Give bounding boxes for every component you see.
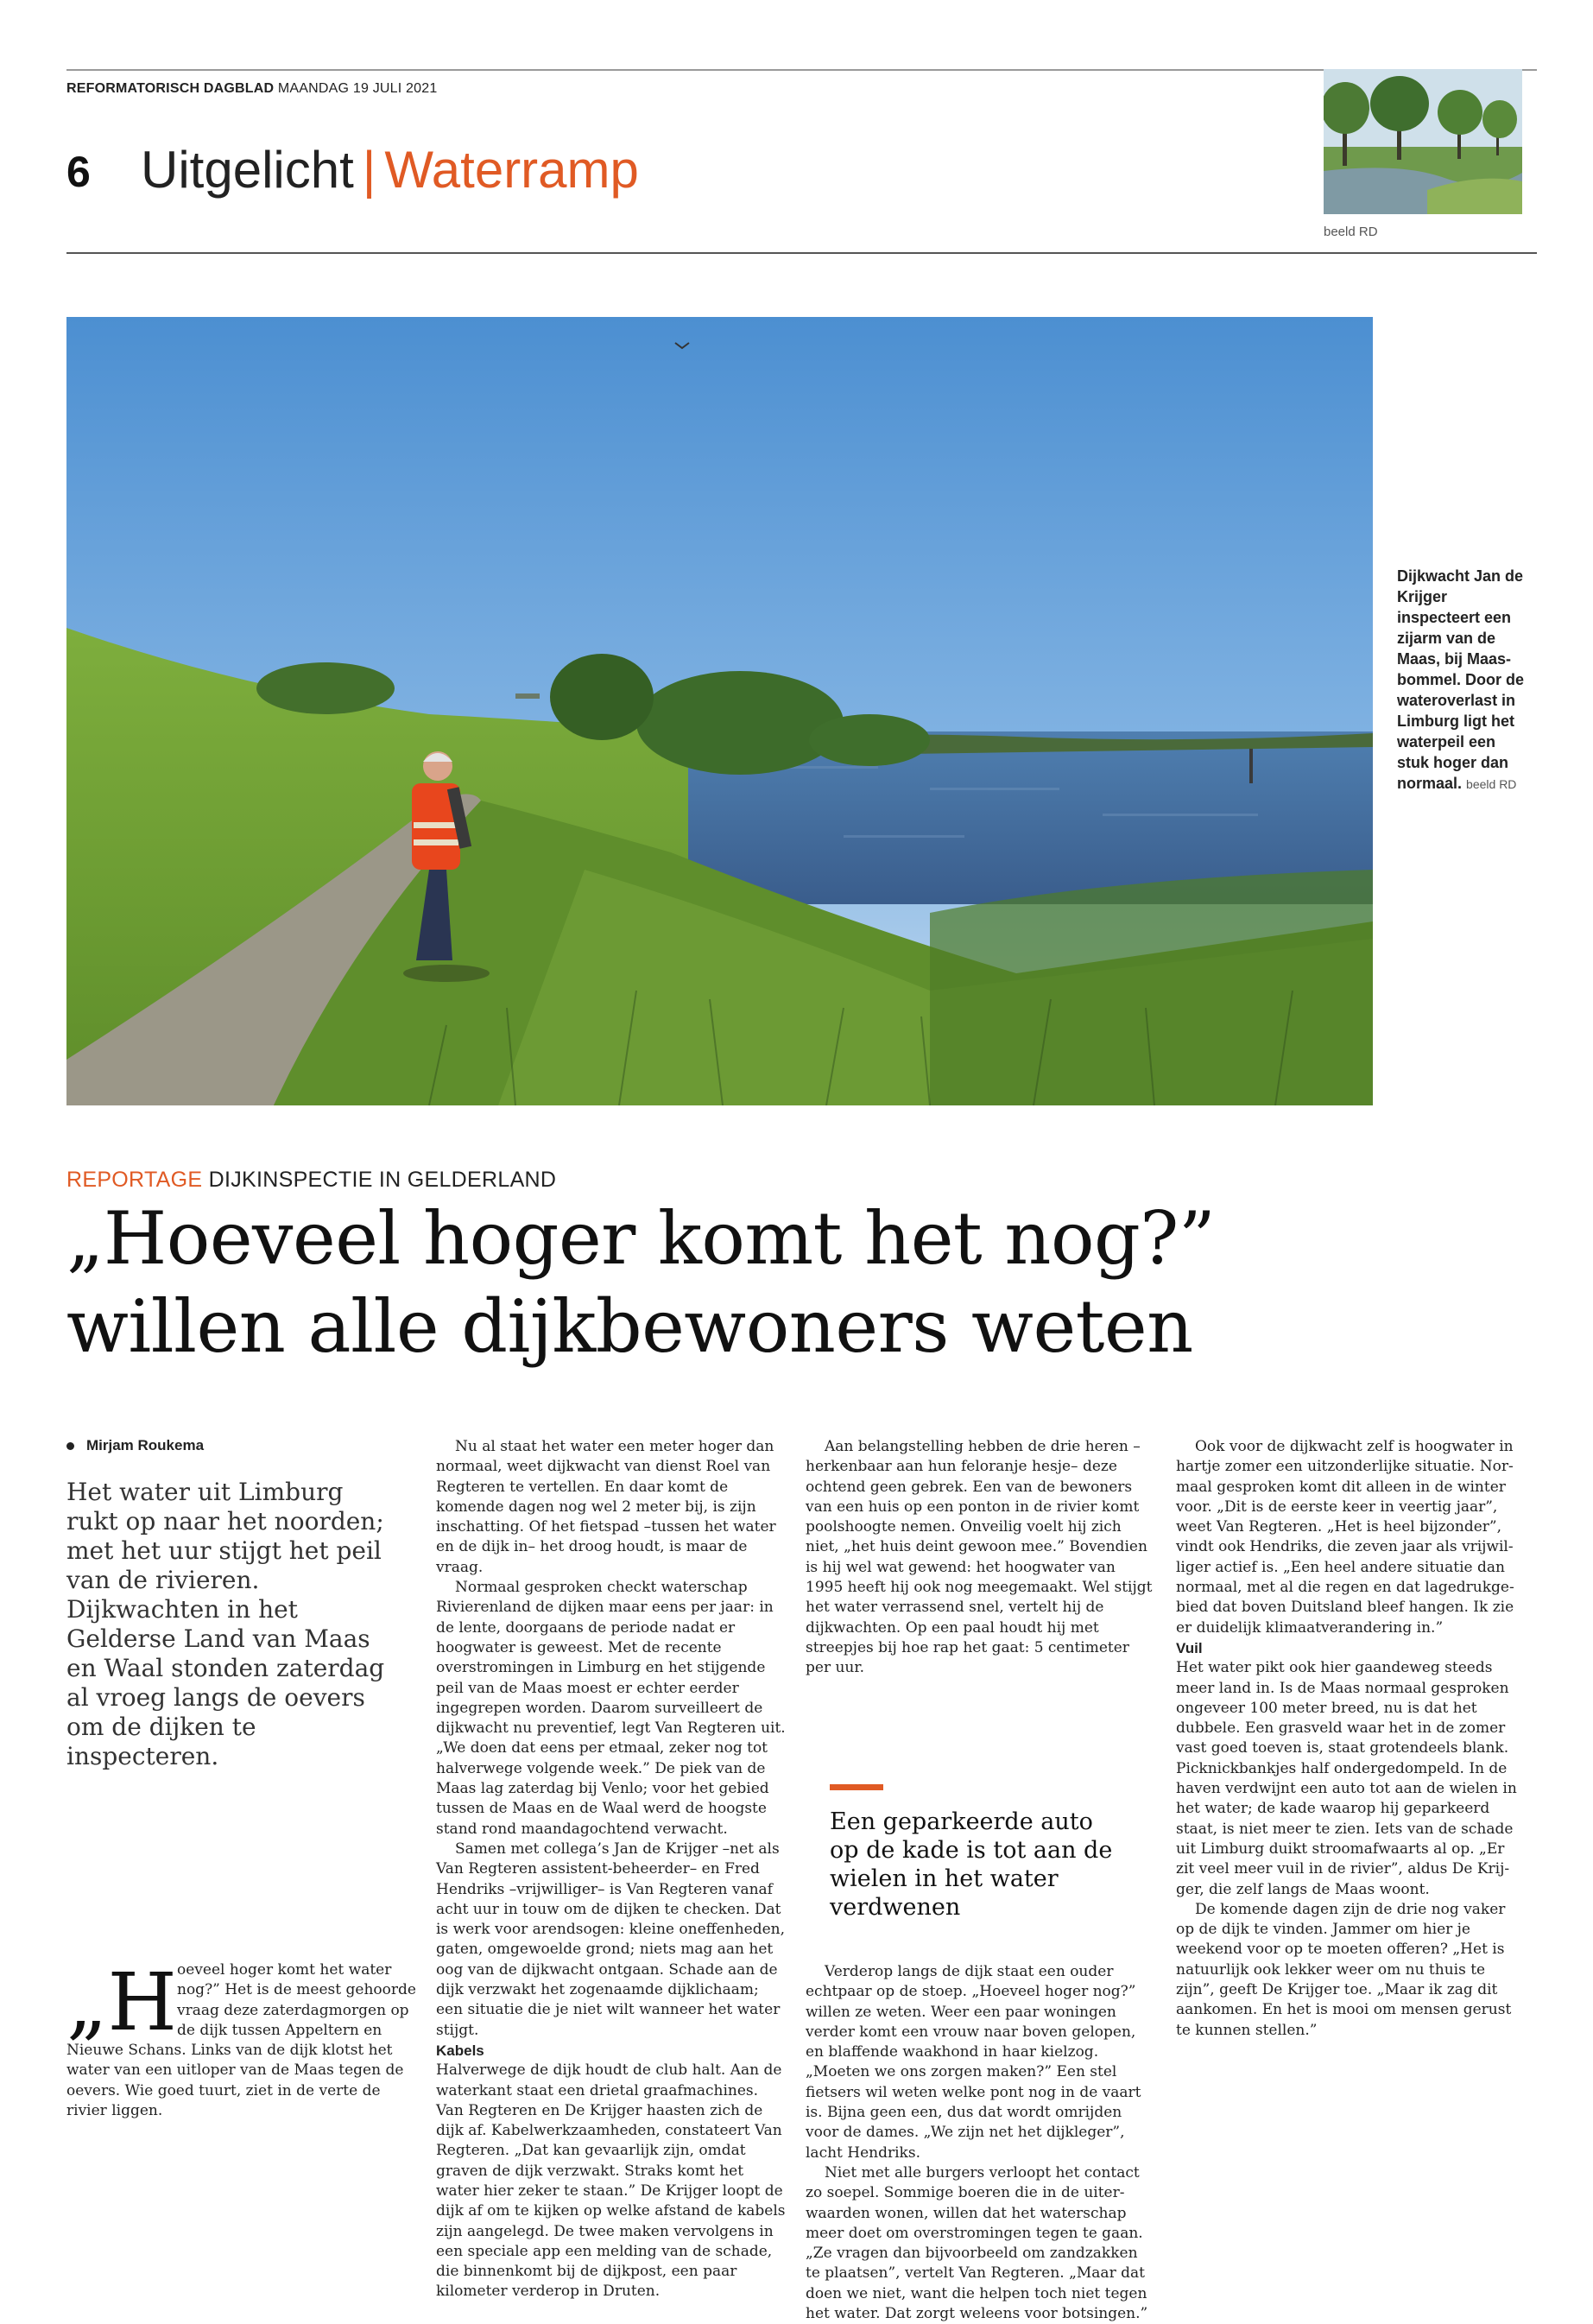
header-thumbnail-photo [1324, 69, 1522, 214]
masthead-date: MAANDAG 19 JULI 2021 [277, 81, 438, 96]
page-number: 6 [66, 148, 91, 196]
article-intro: Het water uit Limburg rukt op naar het noorden; met het uur stijgt het peil van de rivieren. Dijkwachten in het Gelderse Land van Maas en Waal stonden zaterdag al vroeg langs de oevers om de dijken te inspecteren. [66, 1478, 385, 1770]
article-column-4 [1176, 1437, 1526, 2041]
byline-author: Mirjam Roukema [86, 1437, 205, 1453]
masthead-paper: REFORMATORISCH DAGBLAD [66, 81, 275, 96]
paragraph: De komende dagen zijn de drie nog vaker op de dijk te vinden. Jammer om hier je weekend voor op te moeten offeren? „Het is natuurlijk ook lekker weer om nu thuis te zijn”, geeft De Krijger toe. „Maar ik zag dit aankomen. En het is mooi om mensen gerust te kunnen stellen.” [1176, 1900, 1512, 2039]
headline-line-1: „Hoeveel hoger komt het nog?” [66, 1196, 1216, 1281]
byline-bullet-icon [66, 1442, 74, 1450]
dropcap: „H [66, 1956, 177, 2049]
masthead [66, 81, 437, 97]
byline [66, 1437, 204, 1454]
kicker-topic: DIJKINSPECTIE IN GELDERLAND [208, 1168, 557, 1192]
section-separator: | [362, 141, 376, 199]
section-name: Uitgelicht [141, 141, 354, 199]
paragraph: Halverwege de dijk houdt de club halt. Aan de waterkant staat een drietal graafmachines. Van Regteren en De Krijger haasten zich de dijk af. Kabelwerkzaamheden, constateert Van Regteren. „Dat kan gevaarlijk zijn, omdat graven de dijk verzwakt. Straks komt het water hier zeker te staan.” De Krijger loopt de dijk af om te kijken op welke afstand de kabels zijn aangelegd. De twee maken vervolgens in een speciale app een melding van de schade, die binnenkomt bij de dijkpost, een paar kilometer verderop in Druten. [436, 2061, 786, 2301]
paragraph: Het water pikt ook hier gaandeweg steeds meer land in. Is de Maas normaal gesproken ongeveer 100 meter breed, nu is dat het dubbele. Een grasveld waar het in de zomer vast goed toeven is, staat grotendeels blank. Picknickbankjes half ondergedompeld. In de haven verdwijnt een auto tot aan de wielen in het water; de kade waarop hij geparkeerd staat, is niet meer te zien. Iets van de schade uit Limburg duikt stroomafwaarts al op. „Er zit veel meer vuil in de rivier”, aldus De Krijger, die zelf langs de Maas woont. [1176, 1659, 1517, 1898]
section-title [141, 140, 639, 199]
paragraph: Normaal gesproken checkt waterschap Rivierenland de dijken maar eens per jaar: in de lente, doorgaans de periode nadat er hoogwater is geweest. Met de recente overstromingen in Limburg en het stijgende peil van de Maas moest er echter eerder ingegrepen worden. Daarom surveilleert de dijkwacht nu preventief, legt Van Regteren uit. „We doen dat eens per etmaal, zeker nog tot halverwege volgende week.” De piek van de Maas lag zaterdag bij Venlo; voor het gebied tussen de Maas en de Waal werd de hoogste stand rond maandagochtend verwacht. [436, 1579, 786, 1838]
paragraph: Niet met alle burgers verloopt het contact zo soepel. Sommige boeren die in de uiterwaarden wonen, willen dat het waterschap meer doet om overstromingen tegen te gaan. „Ze vragen dan bijvoorbeeld om zandzakken te plaatsen”, vertelt Van Regteren. „Maar dat doen we niet, want die helpen toch niet tegen het water. Dat zorgt weleens voor botsingen.” [806, 2163, 1148, 2323]
header-rule [66, 252, 1537, 254]
paragraph-text: oeveel hoger komt het water nog?” Het is de meest gehoorde vraag deze zaterdagmorgen op de dijk tussen Appeltern en Nieuwe Schans. Links van de dijk klotst het water van een uitloper van de Maas tegen de oevers. Wie goed tuurt, ziet in de verte de rivier liggen. [66, 1961, 416, 2120]
photo-credit: beeld RD [1466, 777, 1517, 791]
paragraph: Verderop langs de dijk staat een ouder echtpaar op de stoep. „Hoeveel hoger nog?” willen ze weten. Weer een paar woningen verder komt een vrouw naar boven gelopen, en blaffende waakhond in haar kielzog. „Moeten we ons zorgen maken?” Een stel fietsers wil weten welke pont nog in de vaart is. Bijna geen een, dus dat wordt omrijden voor de dames. „We zijn net het dijkleger”, lacht Hendriks. [806, 1963, 1141, 2162]
paragraph: Ook voor de dijkwacht zelf is hoogwater in hartje zomer een uitzonderlijke situatie. Normaal gesproken komt dit alleen in de winter voor. „Dit is de eerste keer in veertig jaar”, weet Van Regteren. „Het is heel bijzonder”, vindt ook Hendriks, die zeven jaar als vrijwilliger actief is. „Een heel andere situatie dan normaal, met al die regen en dat lagedrukgebied dat boven Duitsland bleef hangen. Ik zie er duidelijk klimaatverandering in.” [1176, 1438, 1514, 1637]
headline [66, 1194, 1534, 1371]
article-kicker [66, 1168, 556, 1193]
section-topic: Waterramp [384, 141, 639, 199]
hero-photo [66, 317, 1373, 1105]
photo-caption-text: Dijkwacht Jan de Krijger inspecteert een zijarm van de Maas, bij Maas-bommel. Door de wateroverlast in Limburg ligt het waterpeil een stuk hoger dan normaal. [1397, 567, 1525, 792]
subheading: Vuil [1176, 1639, 1203, 1656]
paragraph: Nu al staat het water een meter hoger dan normaal, weet dijkwacht van dienst Roel van Regteren te vertellen. En daar komt de komende dagen nog wel 2 meter bij, is zijn inschatting. Of het fietspad –tussen het water en de dijk in– het droog houdt, is maar de vraag. [436, 1438, 776, 1576]
headline-line-2: willen alle dijkbewoners weten [66, 1284, 1193, 1369]
subheading: Kabels [436, 2042, 484, 2059]
photo-caption [1397, 566, 1527, 795]
masthead-rule [66, 69, 1537, 71]
pullquote-accent-bar [830, 1784, 883, 1790]
pullquote: Een geparkeerde auto op de kade is tot aan de wielen in het water verdwenen [830, 1808, 1113, 1921]
article-column-2 [436, 1437, 786, 2302]
kicker-genre: REPORTAGE [66, 1168, 203, 1192]
paragraph: Samen met collega’s Jan de Krijger –net als Van Regteren assistent-beheerder– en Fred Hendriks –vrijwilliger– is Van Regteren vanaf acht uur in touw om de dijken te checken. Dat is werk voor arendsogen: kleine oneffenheden, gaten, omgewoelde grond; niets mag aan het oog van de dijkwacht ontgaan. Schade aan de dijk verzwakt het zogenaamde dijklichaam; een situatie die je niet wilt wanneer het water stijgt. [436, 1840, 786, 2039]
article-column-3 [806, 1437, 1155, 1679]
thumbnail-credit: beeld RD [1324, 225, 1378, 239]
article-column-3-continued [806, 1962, 1155, 2324]
paragraph: Aan belangstelling hebben de drie heren –herkenbaar aan hun feloranje hesje– deze ochtend geen gebrek. Een van de bewoners van een huis op een ponton in de rivier komt poolshoogte nemen. Onveilig voelt hij zich niet, „het huis deint gewoon mee.” Bovendien is hij wel wat gewend: het hoogwater van 1995 heeft hij ook nog meegemaakt. Wel stijgt het water verrassend snel, vertelt hij de dijkwachten. Op een paal houdt hij met streepjes bij hoe rap het gaat: 5 centimeter per uur. [806, 1438, 1153, 1677]
